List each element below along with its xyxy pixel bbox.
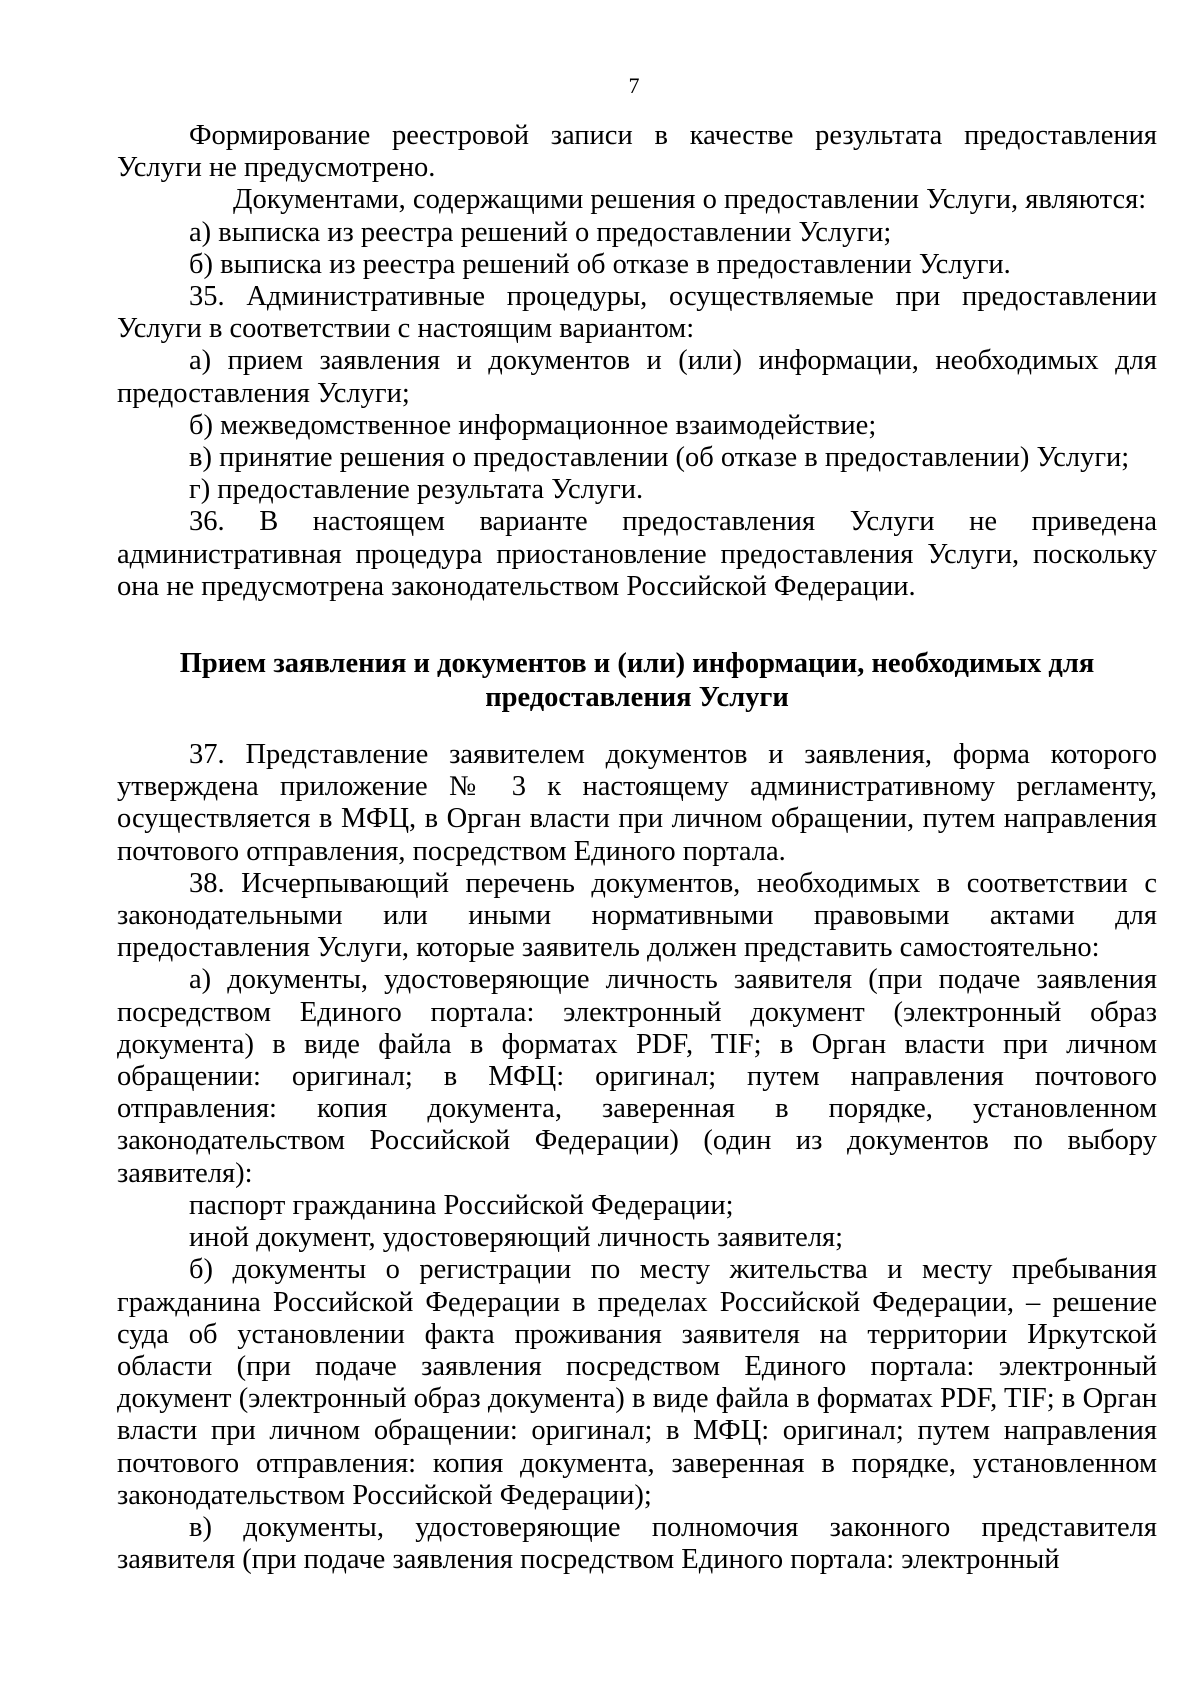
- page-number: 7: [628, 73, 640, 98]
- section-heading-line-1: Прием заявления и документов и (или) информации, необходимых для: [179, 648, 1095, 680]
- paragraph-38: 38. Исчерпывающий перечень документов, необходимых в соответствии с законодательными или иными нормативными правовыми актами для предоставления Услуги, которые заявитель должен представить самостоятельно:: [117, 867, 1157, 964]
- list-item-35b: б) межведомственное информационное взаимодействие;: [189, 409, 877, 441]
- list-item-38v: в) документы, удостоверяющие полномочия законного представителя заявителя (при подаче заявления посредством Единого портала: электронный: [117, 1511, 1157, 1576]
- paragraph-37: 37. Представление заявителем документов и заявления, форма которого утверждена приложение № 3 к настоящему административному регламенту, осуществляется в МФЦ, в Орган власти при личном обращении, путем направления почтового отправления, посредством Единого портала.: [117, 739, 1157, 867]
- section-heading-line-2: предоставления Услуги: [485, 682, 789, 714]
- section-heading: [117, 647, 1157, 715]
- paragraph-35: 35. Административные процедуры, осуществляемые при предоставлении Услуги в соответствии с настоящим вариантом:: [117, 281, 1157, 345]
- paragraph-registry-record: Формирование реестровой записи в качестве результата предоставления Услуги не предусмотрено.: [117, 120, 1157, 184]
- list-item-other-id: иной документ, удостоверяющий личность заявителя;: [189, 1222, 844, 1254]
- list-item-35v: в) принятие решения о предоставлении (об отказе в предоставлении) Услуги;: [189, 442, 1130, 474]
- list-item-38b: б) документы о регистрации по месту жительства и месту пребывания гражданина Российской Федерации в пределах Российской Федерации, – решение суда об установлении факта проживания заявителя на территории Иркутской области (при подаче заявления посредством Единого портала: электронный документ (электронный образ документа) в виде файла в форматах PDF, TIF; в Орган власти при личном обращении: оригинал; в МФЦ: оригинал; путем направления почтового отправления: копия документа, заверенная в порядке, установленном законодательством Российской Федерации);: [117, 1254, 1157, 1511]
- list-item-35a: а) прием заявления и документов и (или) информации, необходимых для предоставления Услуги;: [117, 345, 1157, 409]
- paragraph-36: 36. В настоящем варианте предоставления Услуги не приведена административная процедура приостановление предоставления Услуги, поскольку она не предусмотрена законодательством Российской Федерации.: [117, 506, 1157, 602]
- list-item-registry-refusal: б) выписка из реестра решений об отказе в предоставлении Услуги.: [189, 248, 1011, 280]
- list-item-35g: г) предоставление результата Услуги.: [189, 474, 644, 506]
- document-body: [117, 120, 1157, 1576]
- list-item-38a: а) документы, удостоверяющие личность заявителя (при подаче заявления посредством Единого портала: электронный документ (электронный образ документа) в виде файла в форматах PDF, TIF; в Орган власти при личном обращении: оригинал; в МФЦ: оригинал; путем направления почтового отправления: копия документа, заверенная в порядке, установленном законодательством Российской Федерации) (один из документов по выбору заявителя):: [117, 964, 1157, 1189]
- list-item-registry-grant: а) выписка из реестра решений о предоставлении Услуги;: [189, 216, 892, 248]
- paragraph-decision-documents: Документами, содержащими решения о предоставлении Услуги, являются:: [233, 184, 1147, 216]
- list-item-passport: паспорт гражданина Российской Федерации;: [189, 1189, 734, 1221]
